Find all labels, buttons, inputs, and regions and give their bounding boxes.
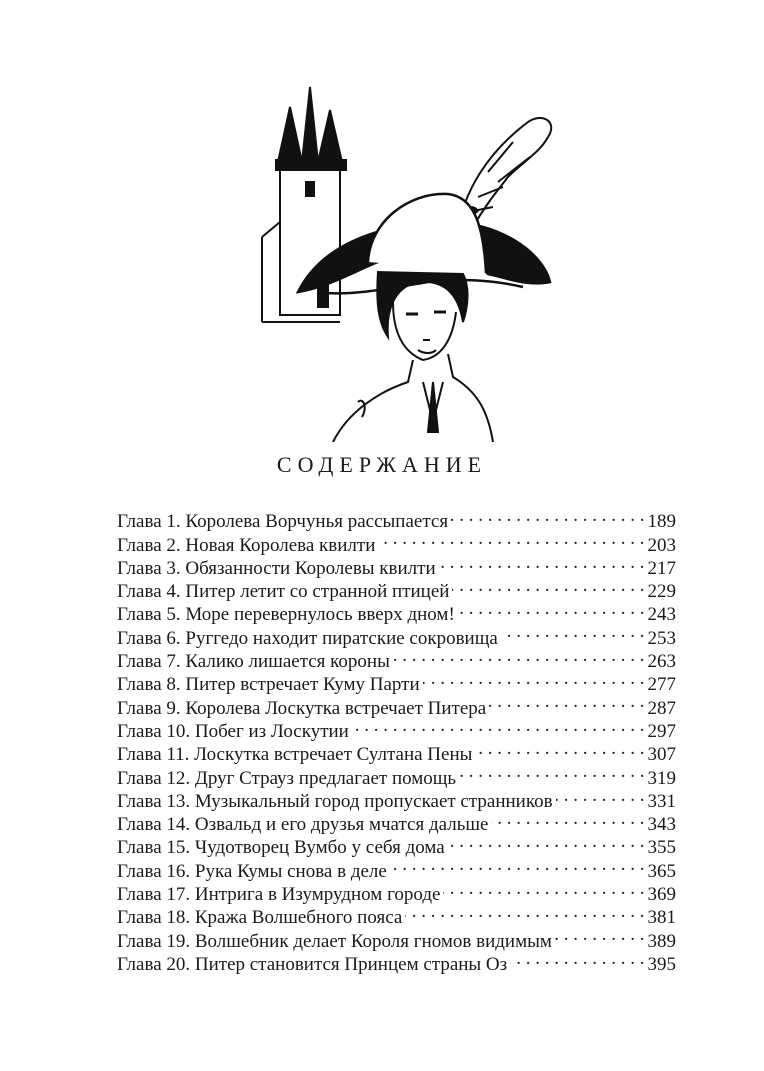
chapter-title: Глава 12. Друг Страуз предлагает помощь: [117, 767, 457, 789]
page-number: 319: [647, 767, 676, 789]
dot-leader: [443, 877, 644, 900]
page-number: 203: [647, 534, 676, 556]
page-number: 229: [647, 581, 676, 603]
dot-leader: [439, 551, 645, 574]
chapter-title: Глава 4. Питер летит со странной птицей: [117, 581, 450, 603]
dot-leader: [556, 784, 645, 807]
chapter-title: Глава 8. Питер встречает Куму Парти: [117, 674, 420, 696]
dot-leader: [510, 947, 644, 970]
chapter-title: Глава 11. Лоскутка встречает Султана Пены: [117, 744, 473, 766]
chapter-title: Глава 16. Рука Кумы снова в деле: [117, 860, 387, 882]
dot-leader: [390, 853, 645, 876]
chapter-title: Глава 5. Море перевернулось вверх дном!: [117, 604, 455, 626]
dot-leader: [405, 900, 644, 923]
chapter-title: Глава 14. Озвальд и его друзья мчатся дальше: [117, 814, 489, 836]
page-number: 355: [647, 837, 676, 859]
chapter-title: Глава 6. Руггедо находит пиратские сокровища: [117, 627, 498, 649]
chapter-title: Глава 7. Калико лишается короны: [117, 651, 390, 673]
page-number: 331: [647, 790, 676, 812]
chapter-title: Глава 18. Кража Волшебного пояса: [117, 907, 403, 929]
page-number: 389: [647, 930, 676, 952]
chapter-title: Глава 3. Обязанности Королевы квилти: [117, 557, 436, 579]
page-number: 297: [647, 720, 676, 742]
chapter-title: Глава 1. Королева Ворчунья рассыпается: [117, 511, 449, 533]
page-number: 243: [647, 604, 676, 626]
page-number: 365: [647, 860, 676, 882]
page-number: 189: [647, 511, 676, 533]
page-number: 263: [647, 651, 676, 673]
page-number: 381: [647, 907, 676, 929]
shoulders-drawing: [333, 354, 493, 442]
dot-leader: [489, 690, 644, 713]
page-number: 343: [647, 814, 676, 836]
page-number: 287: [647, 697, 676, 719]
dot-leader: [555, 923, 645, 946]
dot-leader: [459, 760, 644, 783]
face-drawing: [377, 272, 467, 360]
dot-leader: [393, 644, 645, 667]
dot-leader: [352, 714, 645, 737]
chapter-title: Глава 10. Побег из Лоскутии: [117, 720, 349, 742]
table-of-contents: [117, 504, 676, 975]
dot-leader: [448, 830, 645, 853]
page-number: 253: [647, 627, 676, 649]
toc-entry[interactable]: [117, 504, 676, 533]
dot-leader: [452, 574, 644, 597]
chapter-title: Глава 20. Питер становится Принцем страны Оз: [117, 953, 508, 975]
dot-leader: [501, 620, 645, 643]
dot-leader: [475, 737, 644, 760]
page-number: 369: [647, 884, 676, 906]
chapter-title: Глава 17. Интрига в Изумрудном городе: [117, 884, 441, 906]
page-number: 307: [647, 744, 676, 766]
chapter-title: Глава 19. Волшебник делает Короля гномов видимым: [117, 930, 552, 952]
chapter-title: Глава 2. Новая Королева квилти: [117, 534, 376, 556]
chapter-title: Глава 13. Музыкальный город пропускает странников: [117, 790, 553, 812]
chapter-title: Глава 15. Чудотворец Вумбо у себя дома: [117, 837, 445, 859]
dot-leader: [451, 504, 644, 527]
contents-title: СОДЕРЖАНИЕ: [276, 452, 488, 477]
page-number: 217: [647, 557, 676, 579]
dot-leader: [378, 527, 644, 550]
dot-leader: [423, 667, 645, 690]
dot-leader: [491, 807, 644, 830]
dot-leader: [458, 597, 645, 620]
chapter-title: Глава 9. Королева Лоскутка встречает Питера: [117, 697, 487, 719]
page-number: 395: [647, 953, 676, 975]
girl-in-hat-illustration: [258, 82, 564, 442]
page-number: 277: [647, 674, 676, 696]
